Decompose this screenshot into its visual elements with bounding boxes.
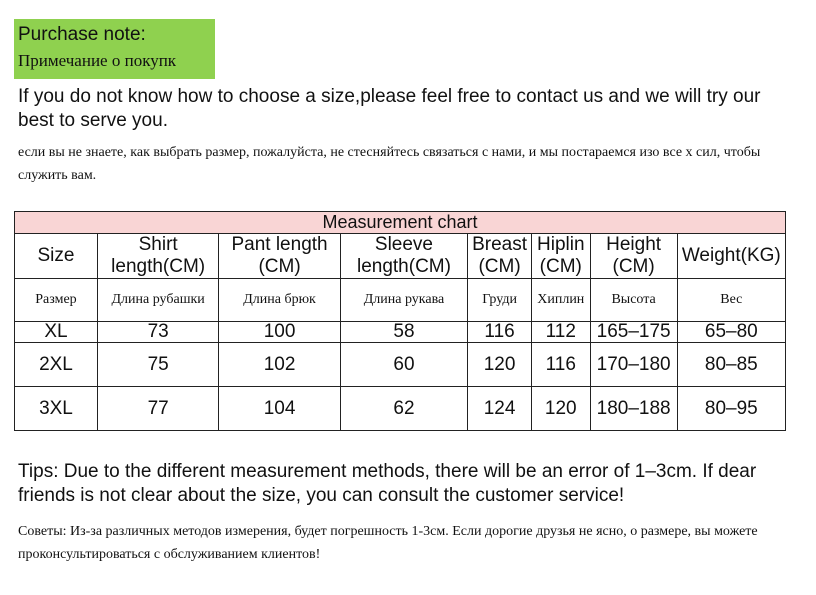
header-row-ru bbox=[15, 279, 786, 322]
header-height: Height (CM) bbox=[590, 234, 677, 279]
table-cell: 65–80 bbox=[677, 322, 785, 343]
header-breast: Breast (CM) bbox=[468, 234, 532, 279]
table-cell: 124 bbox=[468, 387, 532, 431]
header-row-en bbox=[15, 234, 786, 279]
purchase-note-title-en: Purchase note: bbox=[18, 24, 146, 45]
header-hipline: Hiplin (CM) bbox=[531, 234, 590, 279]
intro-text-en: If you do not know how to choose a size,please feel free to contact us and we will try our best to serve you. bbox=[18, 86, 761, 131]
table-cell: 73 bbox=[97, 322, 218, 343]
table-cell: XL bbox=[15, 322, 98, 343]
table-cell: 80–85 bbox=[677, 343, 785, 387]
table-cell: 165–175 bbox=[590, 322, 677, 343]
table-cell: 102 bbox=[219, 343, 340, 387]
table-cell: 170–180 bbox=[590, 343, 677, 387]
header-size: Size bbox=[15, 234, 98, 279]
table-cell: 58 bbox=[340, 322, 467, 343]
table-row bbox=[15, 387, 786, 431]
table-cell: 120 bbox=[468, 343, 532, 387]
header-ru-sleeve-length: Длина рукава bbox=[340, 279, 467, 322]
header-ru-size: Размер bbox=[15, 279, 98, 322]
table-cell: 2XL bbox=[15, 343, 98, 387]
table-cell: 3XL bbox=[15, 387, 98, 431]
header-pant-length: Pant length (CM) bbox=[219, 234, 340, 279]
chart-title: Measurement chart bbox=[15, 212, 786, 234]
header-sleeve-length: Sleeve length(CM) bbox=[340, 234, 467, 279]
header-shirt-length: Shirt length(CM) bbox=[97, 234, 218, 279]
header-ru-height: Высота bbox=[590, 279, 677, 322]
tips-text-ru: Советы: Из-за различных методов измерения, будет погрешность 1-3см. Если дорогие друзья не ясно, о размере, вы можете проконсультироваться с обслуживанием клиентов! bbox=[18, 524, 758, 562]
table-cell: 180–188 bbox=[590, 387, 677, 431]
table-cell: 77 bbox=[97, 387, 218, 431]
table-cell: 80–95 bbox=[677, 387, 785, 431]
header-ru-hipline: Хиплин bbox=[531, 279, 590, 322]
table-cell: 116 bbox=[531, 343, 590, 387]
table-cell: 104 bbox=[219, 387, 340, 431]
table-cell: 62 bbox=[340, 387, 467, 431]
table-cell: 60 bbox=[340, 343, 467, 387]
header-ru-weight: Вес bbox=[677, 279, 785, 322]
table-cell: 116 bbox=[468, 322, 532, 343]
table-cell: 120 bbox=[531, 387, 590, 431]
tips-text-en: Tips: Due to the different measurement methods, there will be an error of 1–3cm. If dear friends is not clear about the size, you can consult the customer service! bbox=[18, 461, 757, 506]
header-ru-pant-length: Длина брюк bbox=[219, 279, 340, 322]
table-row bbox=[15, 322, 786, 343]
table-cell: 75 bbox=[97, 343, 218, 387]
header-ru-shirt-length: Длина рубашки bbox=[97, 279, 218, 322]
intro-text-ru: если вы не знаете, как выбрать размер, пожалуйста, не стесняйтесь связаться с нами, и мы постараемся изо все х сил, чтобы служить вам. bbox=[18, 145, 761, 183]
purchase-note-box bbox=[14, 19, 215, 79]
header-weight: Weight(KG) bbox=[677, 234, 785, 279]
table-cell: 112 bbox=[531, 322, 590, 343]
measurement-chart bbox=[14, 211, 786, 431]
table-row bbox=[15, 343, 786, 387]
purchase-note-title-ru: Примечание о покупк bbox=[18, 51, 177, 70]
table-cell: 100 bbox=[219, 322, 340, 343]
header-ru-breast: Груди bbox=[468, 279, 532, 322]
